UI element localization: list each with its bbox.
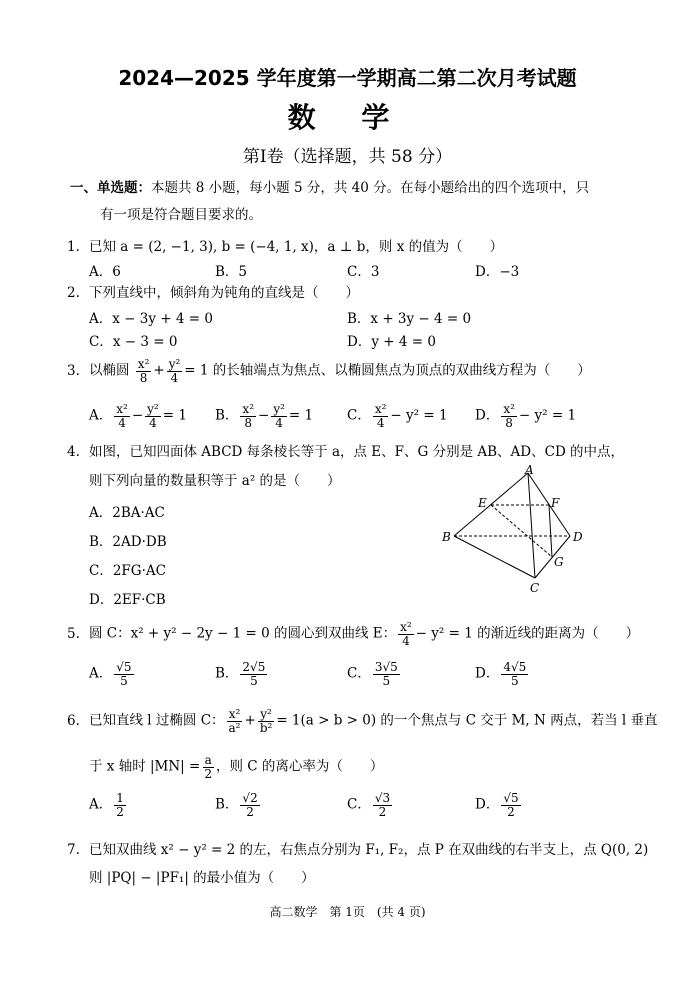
edge-cd bbox=[535, 536, 570, 578]
segment-fg bbox=[549, 505, 552, 557]
q2-option-d: D．y + 4 = 0 bbox=[347, 334, 436, 350]
question-7 bbox=[67, 838, 648, 858]
q1-option-c: C．3 bbox=[347, 264, 380, 280]
label-b: B bbox=[442, 530, 451, 544]
question-number: 5. bbox=[67, 625, 80, 642]
q4-option-c: C．2FG·AC bbox=[89, 563, 166, 579]
question-stem-b: = 1 的长轴端点为焦点、以椭圆焦点为顶点的双曲线方程为（ ） bbox=[184, 362, 591, 379]
part1-instruction-2: 有一项是符合题目要求的。 bbox=[100, 207, 262, 223]
q4-option-d: D．2EF·CB bbox=[89, 592, 166, 608]
q3-option-d: D． $\frac{\text{x²}}{8}$ − y² = 1 bbox=[475, 402, 577, 430]
segment-eg bbox=[491, 505, 552, 557]
section-title: 第Ⅰ卷（选择题，共 58 分） bbox=[242, 147, 453, 167]
question-7-stem-2: 则 |PQ| − |PF₁| 的最小值为（ ） bbox=[89, 870, 315, 886]
q6-option-b: B． $\frac{√2}{2}$ bbox=[215, 791, 258, 819]
q2-option-b: B．x + 3y − 4 = 0 bbox=[347, 311, 472, 327]
q5-option-c: C． $\frac{3√5}{5}$ bbox=[347, 660, 398, 688]
subject-title: 数 学 bbox=[287, 101, 408, 134]
question-stem-1: 已知双曲线 x² − y² = 2 的左，右焦点分别为 F₁, F₂，点 P 在双曲线的右半支上，点 Q(0, 2) bbox=[89, 842, 649, 858]
question-5 bbox=[67, 621, 639, 647]
question-3: 3. 以椭圆 $\frac{\text{x²}}{8}$ + $\frac{\text{y²}}{4}$ = 1 的长轴端点为焦点、以椭圆焦点为顶点的双曲线方程为（ ） bbox=[67, 357, 591, 385]
question-stem-1: 如图，已知四面体 ABCD 每条棱长等于 a，点 E、F、G 分别是 AB、AD、CD 的中点， bbox=[89, 444, 625, 460]
question-6-line-2: 于 x 轴时 |MN| = $\frac{a}{2}$ ，则 C 的离心率为（ ） bbox=[89, 753, 384, 781]
label-c: C bbox=[530, 581, 540, 595]
hyperbola-fraction: $\frac{\text{x²}}{4}$ bbox=[400, 620, 412, 648]
q6-option-c: C． $\frac{√3}{2}$ bbox=[347, 791, 391, 819]
question-stem-b: − y² = 1 的渐近线的距离为（ ） bbox=[415, 625, 640, 642]
edge-ac bbox=[528, 473, 535, 578]
question-6: 6. 已知直线 l 过椭圆 C： $\frac{\text{x²}}{\text{a²}}$ + $\frac{\text{y²}}{\text{b²}}$ = 1(a > b > 0) 的一个焦点与 C 交于 M, N 两点，若当 l 垂直 bbox=[67, 707, 658, 735]
label-f: F bbox=[551, 496, 560, 510]
question-4-stem-2: 则下列向量的数量积等于 a² 的是（ ） bbox=[89, 473, 341, 489]
question-stem-b: = 1(a > b > 0) 的一个焦点与 C 交于 M, N 两点，若当 l 垂直 bbox=[276, 712, 658, 729]
question-number: 6. bbox=[67, 712, 80, 729]
q1-option-d: D．−3 bbox=[475, 264, 520, 280]
q2-option-a: A．x − 3y + 4 = 0 bbox=[89, 311, 213, 327]
q1-option-b: B．5 bbox=[215, 264, 248, 280]
edge-bc bbox=[454, 536, 535, 578]
q6-option-a: A． $\frac{1}{2}$ bbox=[89, 791, 124, 819]
label-g: G bbox=[554, 555, 564, 569]
question-number: 1. bbox=[67, 239, 80, 255]
q2-option-c: C．x − 3 = 0 bbox=[89, 334, 178, 350]
question-stem-a: 已知直线 l 过椭圆 C： bbox=[89, 712, 225, 729]
q5-option-d: D． $\frac{4√5}{5}$ bbox=[475, 660, 527, 688]
question-2 bbox=[67, 281, 359, 301]
question-stem: 下列直线中，倾斜角为钝角的直线是（ ） bbox=[89, 285, 359, 301]
q4-option-a: A．2BA·AC bbox=[89, 505, 165, 521]
tetrahedron-figure bbox=[440, 465, 590, 595]
question-stem: 已知 a = (2, −1, 3), b = (−4, 1, x)，a ⊥ b，则 x 的值为（ ） bbox=[89, 239, 504, 255]
question-number: 4. bbox=[67, 444, 80, 460]
question-number: 3. bbox=[67, 362, 80, 379]
question-stem-a: 圆 C：x² + y² − 2y − 1 = 0 的圆心到双曲线 E： bbox=[89, 625, 397, 642]
label-a: A bbox=[525, 465, 534, 477]
ellipse-y-fraction: $\frac{\text{y²}}{4}$ bbox=[168, 357, 181, 385]
q4-option-b: B．2AD·DB bbox=[89, 534, 167, 550]
question-stem-a: 以椭圆 bbox=[89, 362, 130, 379]
q3-option-a: A． $\frac{\text{x²}}{4}$ − $\frac{\text{y²}}{4}$ = 1 bbox=[89, 402, 187, 430]
exam-title: 2024—2025 学年度第一学期高二第二次月考试题 bbox=[118, 66, 577, 90]
part1-heading: 一、单选题： bbox=[70, 180, 151, 196]
page-footer: 高二数学 第 1页 (共 4 页) bbox=[269, 905, 426, 919]
ellipse-x-fraction: $\frac{\text{x²}}{8}$ bbox=[137, 357, 150, 385]
part1-instruction-1: 本题共 8 小题，每小题 5 分，共 40 分。在每小题给出的四个选项中，只 bbox=[151, 180, 590, 196]
question-1 bbox=[67, 235, 503, 255]
q1-option-a: A．6 bbox=[89, 264, 121, 280]
part1-instruction bbox=[70, 176, 589, 196]
question-4 bbox=[67, 440, 624, 460]
q5-option-a: A． $\frac{√5}{5}$ bbox=[89, 660, 132, 688]
question-number: 7. bbox=[67, 842, 80, 858]
label-d: D bbox=[573, 530, 583, 544]
label-e: E bbox=[478, 496, 487, 510]
q3-option-c: C． $\frac{\text{x²}}{4}$ − y² = 1 bbox=[347, 402, 448, 430]
q5-option-b: B． $\frac{2√5}{5}$ bbox=[215, 660, 266, 688]
question-number: 2. bbox=[67, 285, 80, 301]
q3-option-b: B． $\frac{\text{x²}}{8}$ − $\frac{\text{y²}}{4}$ = 1 bbox=[215, 402, 314, 430]
q6-option-d: D． $\frac{√5}{2}$ bbox=[475, 791, 519, 819]
